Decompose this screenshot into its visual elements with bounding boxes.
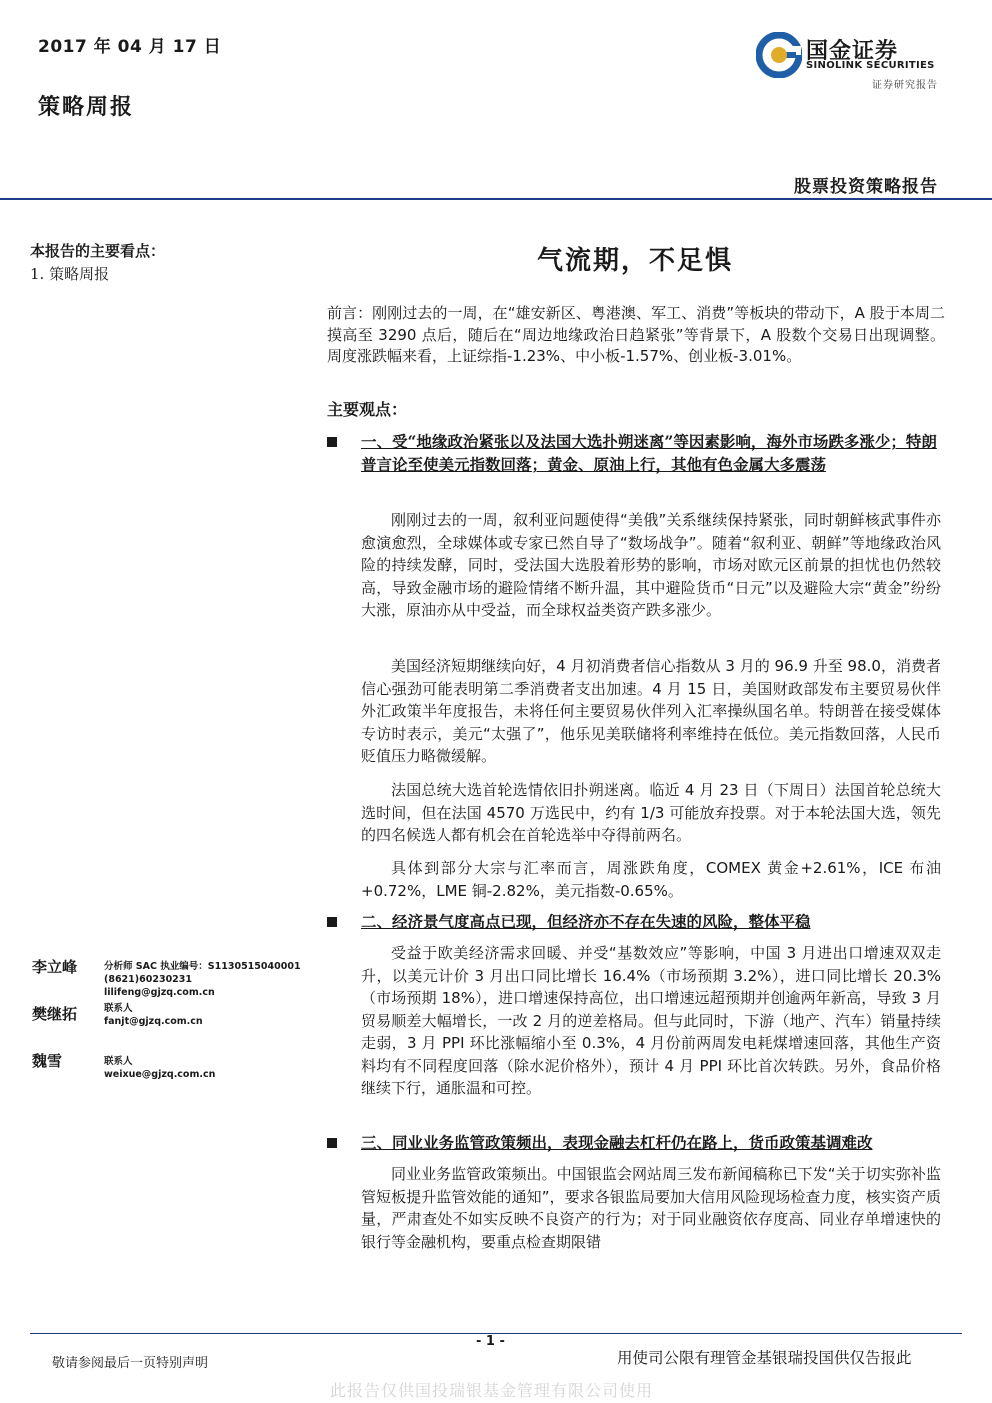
section-1-title: 一、受“地缘政治紧张以及法国大选扑朔迷离”等因素影响，海外市场跌多涨少；特朗普言论至使美元指数回落；黄金、原油上行，其他有色金属大多震荡 bbox=[361, 432, 937, 474]
analyst-phone: (8621)60230231 bbox=[104, 974, 193, 985]
analyst-name: 李立峰 bbox=[32, 958, 78, 976]
analyst-role: 联系人 bbox=[104, 1003, 133, 1014]
logo-name-cn: 国金证券 bbox=[806, 39, 899, 64]
sinolink-logo-icon bbox=[756, 32, 802, 78]
section-2-title: 二、经济景气度高点已现，但经济亦不存在失速的风险，整体平稳 bbox=[361, 912, 811, 931]
analyst-name: 魏雪 bbox=[32, 1052, 63, 1070]
bullet-icon bbox=[327, 437, 337, 447]
analyst-email: weixue@gjzq.com.cn bbox=[104, 1069, 216, 1080]
bullet-icon bbox=[327, 917, 337, 927]
analyst-role: 联系人 bbox=[104, 1056, 133, 1067]
sidebar-item-1: 1. 策略周报 bbox=[30, 265, 110, 283]
company-logo bbox=[756, 30, 956, 92]
analyst-sac-id: 分析师 SAC 执业编号：S1130515040001 bbox=[104, 961, 301, 972]
disclaimer-notice: 敬请参阅最后一页特别声明 bbox=[52, 1356, 209, 1371]
analyst-info bbox=[104, 960, 301, 999]
analyst-info bbox=[104, 1055, 215, 1081]
logo-subtitle: 证券研究报告 bbox=[872, 80, 938, 91]
report-type: 股票投资策略报告 bbox=[794, 177, 938, 197]
section-1-paragraph-1: 刚刚过去的一周，叙利亚问题使得“美俄”关系继续保持紧张，同时朝鲜核武事件亦愈演愈烈，全球媒体或专家已然自导了“数场战争”。随着“叙利亚、朝鲜”等地缘政治风险的持续发酵，同时，受法国大选股着形势的影响，市场对欧元区前景的担忧也仍然较高，导致金融市场的避险情绪不断升温，其中避险货币“日元”以及避险大宗“黄金”纷纷大涨，原油亦从中受益，而全球权益类资产跌多涨少。 bbox=[361, 511, 941, 619]
sidebar-heading: 本报告的主要看点： bbox=[30, 242, 166, 260]
bullet-icon bbox=[327, 1138, 337, 1148]
report-date: 2017 年 04 月 17 日 bbox=[38, 37, 222, 57]
header-divider bbox=[0, 198, 992, 200]
section-3-paragraph-1: 同业业务监管政策频出。中国银监会网站周三发布新闻稿称已下发“关于切实弥补监管短板提升监管效能的通知”，要求各银监局要加大信用风险现场检查力度，核实资产质量，严肃查处不如实反映不良资产的行为；对于同业融资依存度高、同业存单增速快的银行等金融机构，要重点检查期限错 bbox=[361, 1165, 941, 1251]
analyst-email: fanjt@gjzq.com.cn bbox=[104, 1016, 203, 1027]
section-1-paragraph-3: 法国总统大选首轮选情依旧扑朔迷离。临近 4 月 23 日（下周日）法国首轮总统大选时间，但在法国 4570 万选民中，约有 1/3 可能放弃投票。对于本轮法国大选，领先的四名候选人都有机会在首轮选举中夺得前两名。 bbox=[361, 781, 941, 844]
section-1-paragraph-2: 美国经济短期继续向好，4 月初消费者信心指数从 3 月的 96.9 升至 98.0，消费者信心强劲可能表明第二季消费者支出加速。4 月 15 日，美国财政部发布主要贸易伙伴外汇政策半年度报告，未将任何主要贸易伙伴列入汇率操纵国名单。特朗普在接受媒体专访时表示，美元“太强了”，他乐见美联储将利率维持在低位。美元指数回落，人民币贬值压力略微缓解。 bbox=[361, 657, 941, 765]
analyst-name: 樊继拓 bbox=[32, 1005, 78, 1023]
section-3-title: 三、同业业务监管政策频出，表现金融去杠杆仍在路上，货币政策基调难改 bbox=[361, 1133, 873, 1152]
section-1-paragraph-4: 具体到部分大宗与汇率而言，周涨跌角度，COMEX 黄金+2.61%，ICE 布油+0.72%，LME 铜-2.82%，美元指数-0.65%。 bbox=[361, 859, 941, 900]
report-series: 策略周报 bbox=[38, 94, 135, 120]
key-points-heading: 主要观点： bbox=[327, 400, 408, 419]
analyst-email: lilifeng@gjzq.com.cn bbox=[104, 987, 215, 998]
report-title: 气流期，不足惧 bbox=[536, 246, 733, 276]
watermark: 此报告仅供国投瑞银基金管理有限公司使用 bbox=[330, 1381, 654, 1400]
footer-mirrored-text: 用使司公限有理管金基银瑞投国供仅告报此 bbox=[617, 1349, 912, 1367]
logo-name-en: SINOLINK SECURITIES bbox=[806, 60, 935, 71]
intro-paragraph: 前言：刚刚过去的一周，在“雄安新区、粤港澳、军工、消费”等板块的带动下，A 股于本周二摸高至 3290 点后，随后在“周边地缘政治日趋紧张”等背景下，A 股数个交易日出现调整。周度涨跌幅来看，上证综指-1.23%、中小板-1.57%、创业板-3.01%。 bbox=[327, 304, 945, 365]
page-number: - 1 - bbox=[476, 1334, 505, 1349]
analyst-info bbox=[104, 1002, 203, 1028]
section-2-paragraph-1: 受益于欧美经济需求回暖、并受“基数效应”等影响，中国 3 月进出口增速双双走升，以美元计价 3 月出口同比增长 16.4%（市场预期 3.2%），进口同比增长 20.3%（市场预期 18%），进口增速保持高位，出口增速远超预期并创逾两年新高，导致 3 月贸易顺差大幅增长，一改 2 月的逆差格局。但与此同时，下游（地产、汽车）销量持续走弱，3 月 PPI 环比涨幅缩小至 0.3%，4 月份前两周发电耗煤增速回落，其他生产资料均有不同程度回落（除水泥价格外），预计 4 月 PPI 环比首次转跌。另外，食品价格继续下行，通胀温和可控。 bbox=[361, 944, 941, 1097]
